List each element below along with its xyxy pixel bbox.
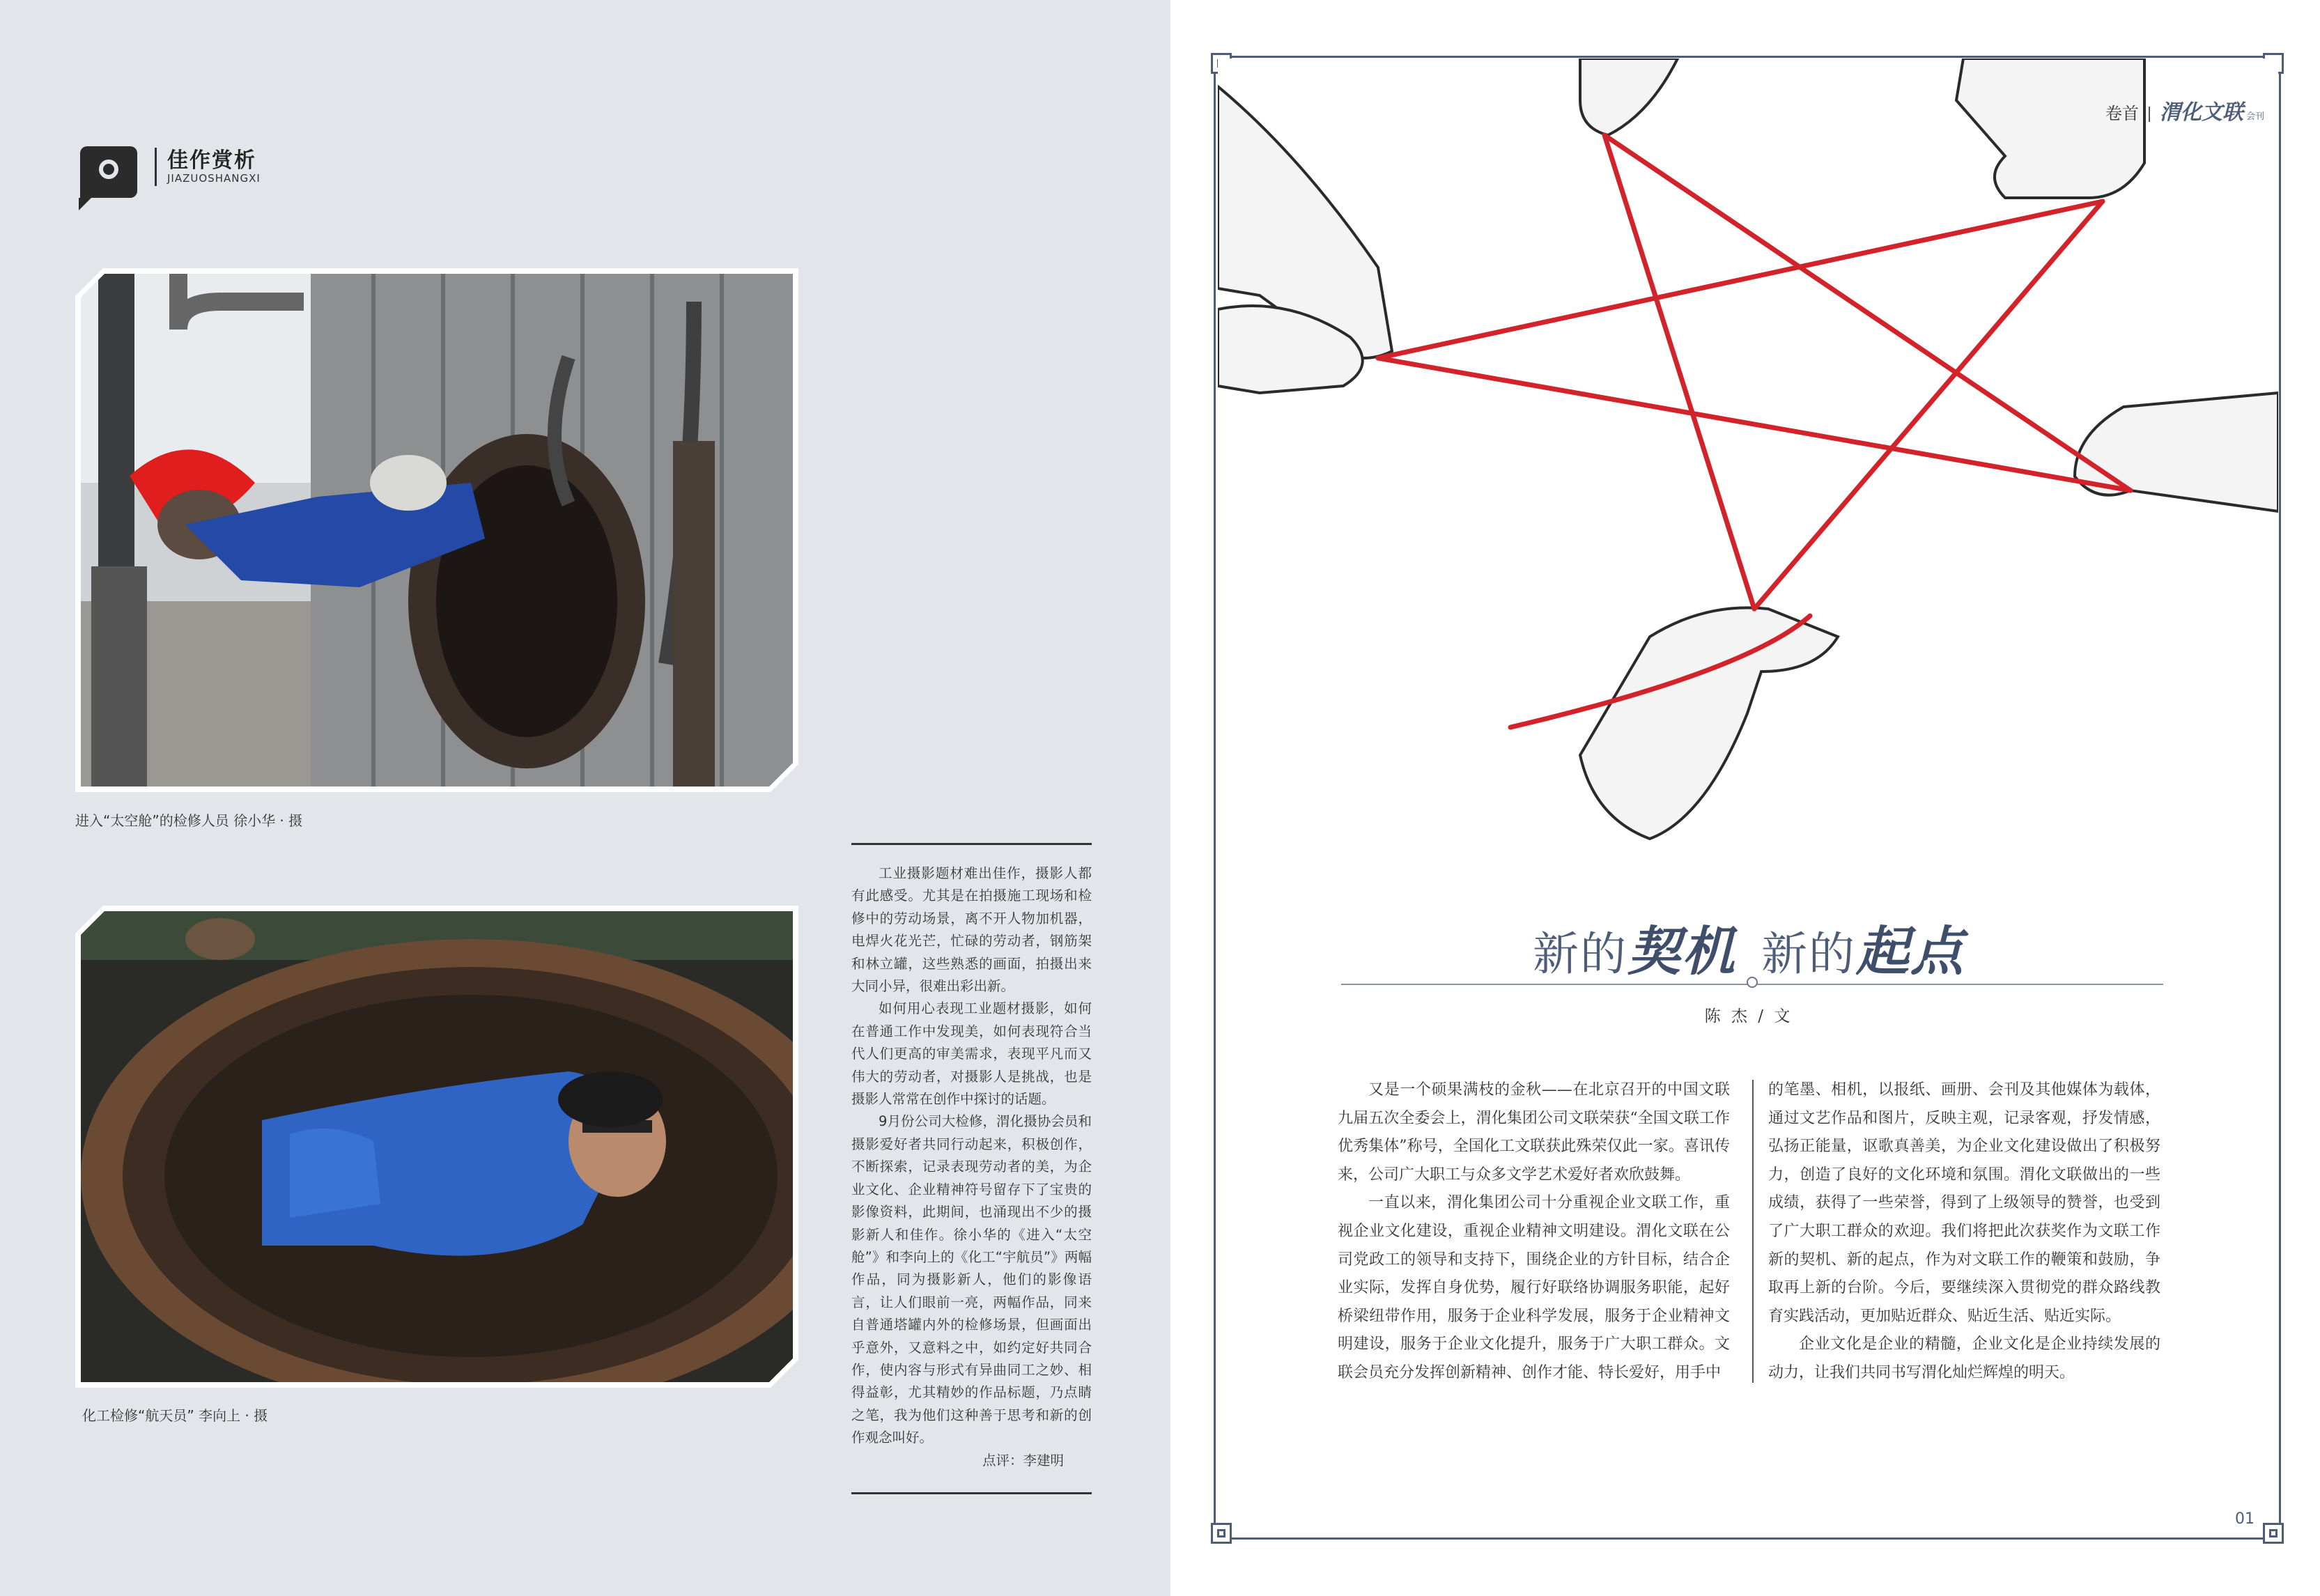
column-divider xyxy=(1752,1080,1754,1383)
hands-red-thread-star-illustration xyxy=(1218,59,2278,867)
section-title: 佳作赏析 xyxy=(167,148,256,173)
title-emphasis: 契机 xyxy=(1627,920,1736,982)
running-head xyxy=(2105,95,2264,125)
comment-signature: 点评：李建明 xyxy=(982,1452,1064,1469)
comment-bottom-rule xyxy=(851,1492,1092,1494)
corner-ornament xyxy=(1211,1523,1232,1544)
photo-1-caption: 进入“太空舱”的检修人员 徐小华 · 摄 xyxy=(75,812,303,829)
photo-worker-entering-tank xyxy=(81,274,793,787)
article-paragraph: 一直以来，渭化集团公司十分重视企业文联工作，重视企业文化建设，重视企业精神文明建设。渭化文联在公司党政工的领导和支持下，围绕企业的方针目标，结合企业实际，发挥自身优势，履行好联络协调服务职能，起好桥梁纽带作用，服务于企业科学发展，服务于企业精神文明建设，服务于企业文化提升，服务于广大职工群众。文联会员充分发挥创新精神、创作才能、特长爱好，用手中 xyxy=(1338,1194,1730,1381)
brand-logo: 渭化文联 xyxy=(2160,100,2243,125)
article-paragraph: 企业文化是企业的精髓，企业文化是企业持续发展的动力，让我们共同书写渭化灿烂辉煌的明天。 xyxy=(1768,1335,2160,1381)
photo-worker-inside-pipe xyxy=(81,911,793,1382)
photo-2-caption: 化工检修“航天员” 李向上 · 摄 xyxy=(82,1407,268,1424)
running-head-section: 卷首 xyxy=(2105,104,2139,123)
title-rule-ornament xyxy=(1747,977,1758,988)
photo-frame-1 xyxy=(75,268,798,792)
article-paragraph: 又是一个硕果满枝的金秋——在北京召开的中国文联九届五次全委会上，渭化集团公司文联荣获“全国文联工作优秀集体”称号，全国化工文联获此殊荣仅此一家。喜讯传来，公司广大职工与众多文学艺术爱好者欢欣鼓舞。 xyxy=(1338,1081,1730,1184)
title-emphasis: 起点 xyxy=(1856,920,1965,982)
section-divider xyxy=(155,148,157,186)
article-column-1 xyxy=(1338,1076,1730,1388)
page-number: 01 xyxy=(2235,1510,2255,1528)
title-part: 新的 xyxy=(1761,927,1856,981)
article-paragraph: 的笔墨、相机，以报纸、画册、会刊及其他媒体为载体，通过文艺作品和图片，反映主观，记录客观，抒发情感，弘扬正能量，讴歌真善美，为企业文化建设做出了积极努力，创造了良好的文化环境和氛围。渭化文联做出的一些成绩，获得了一些荣誉，得到了上级领导的赞誉，也受到了广大职工群众的欢迎。我们将把此次获奖作为文联工作新的契机、新的起点，作为对文联工作的鞭策和鼓励，争取再上新的台阶。今后，要继续深入贯彻党的群众路线教育实践活动，更加贴近群众、贴近生活、贴近实际。 xyxy=(1768,1081,2160,1325)
critique-comment xyxy=(851,862,1092,1472)
section-pinyin: JIAZUOSHANGXI xyxy=(167,172,261,185)
brand-sub: 会刊 xyxy=(2246,111,2265,122)
running-head-divider xyxy=(2149,107,2150,122)
byline: 陈 杰 / 文 xyxy=(1704,1007,1793,1025)
article-column-2 xyxy=(1768,1076,2160,1388)
article-title xyxy=(1212,909,2285,985)
comment-paragraph: 9月份公司大检修，渭化摄协会员和摄影爱好者共同行动起来，积极创作，不断探索，记录表现劳动者的美，为企业文化、企业精神符号留存下了宝贵的影像资料，此期间，也涌现出不少的摄影新人和佳作。徐小华的《进入“太空舱”》和李向上的《化工“宇航员”》两幅作品，同为摄影新人，他们的影像语言，让人们眼前一亮，两幅作品，同来自普通塔罐内外的检修场景，但画面出乎意外，又意料之中，如约定好共同合作，使内容与形式有异曲同工之妙、相得益彰，尤其精妙的作品标题，乃点睛之笔，我为他们这种善于思考和新的创作观念叫好。 xyxy=(851,1113,1092,1446)
corner-ornament xyxy=(2263,1523,2284,1544)
photo-frame-2 xyxy=(75,906,798,1388)
comment-top-rule xyxy=(851,843,1092,845)
comment-paragraph: 如何用心表现工业题材摄影，如何在普通工作中发现美，如何表现符合当代人们更高的审美需求，表现平凡而又伟大的劳动者，对摄影人是挑战，也是摄影人常常在创作中探讨的话题。 xyxy=(851,1000,1092,1108)
comment-paragraph: 工业摄影题材难出佳作，摄影人都有此感受。尤其是在拍摄施工现场和检修中的劳动场景，离不开人物加机器，电焊火花光芒，忙碌的劳动者，钢筋架和林立罐，这些熟悉的画面，拍摄出来大同小异，很难出彩出新。 xyxy=(851,865,1092,995)
title-part: 新的 xyxy=(1533,927,1627,981)
camera-speech-bubble-icon xyxy=(80,146,137,198)
